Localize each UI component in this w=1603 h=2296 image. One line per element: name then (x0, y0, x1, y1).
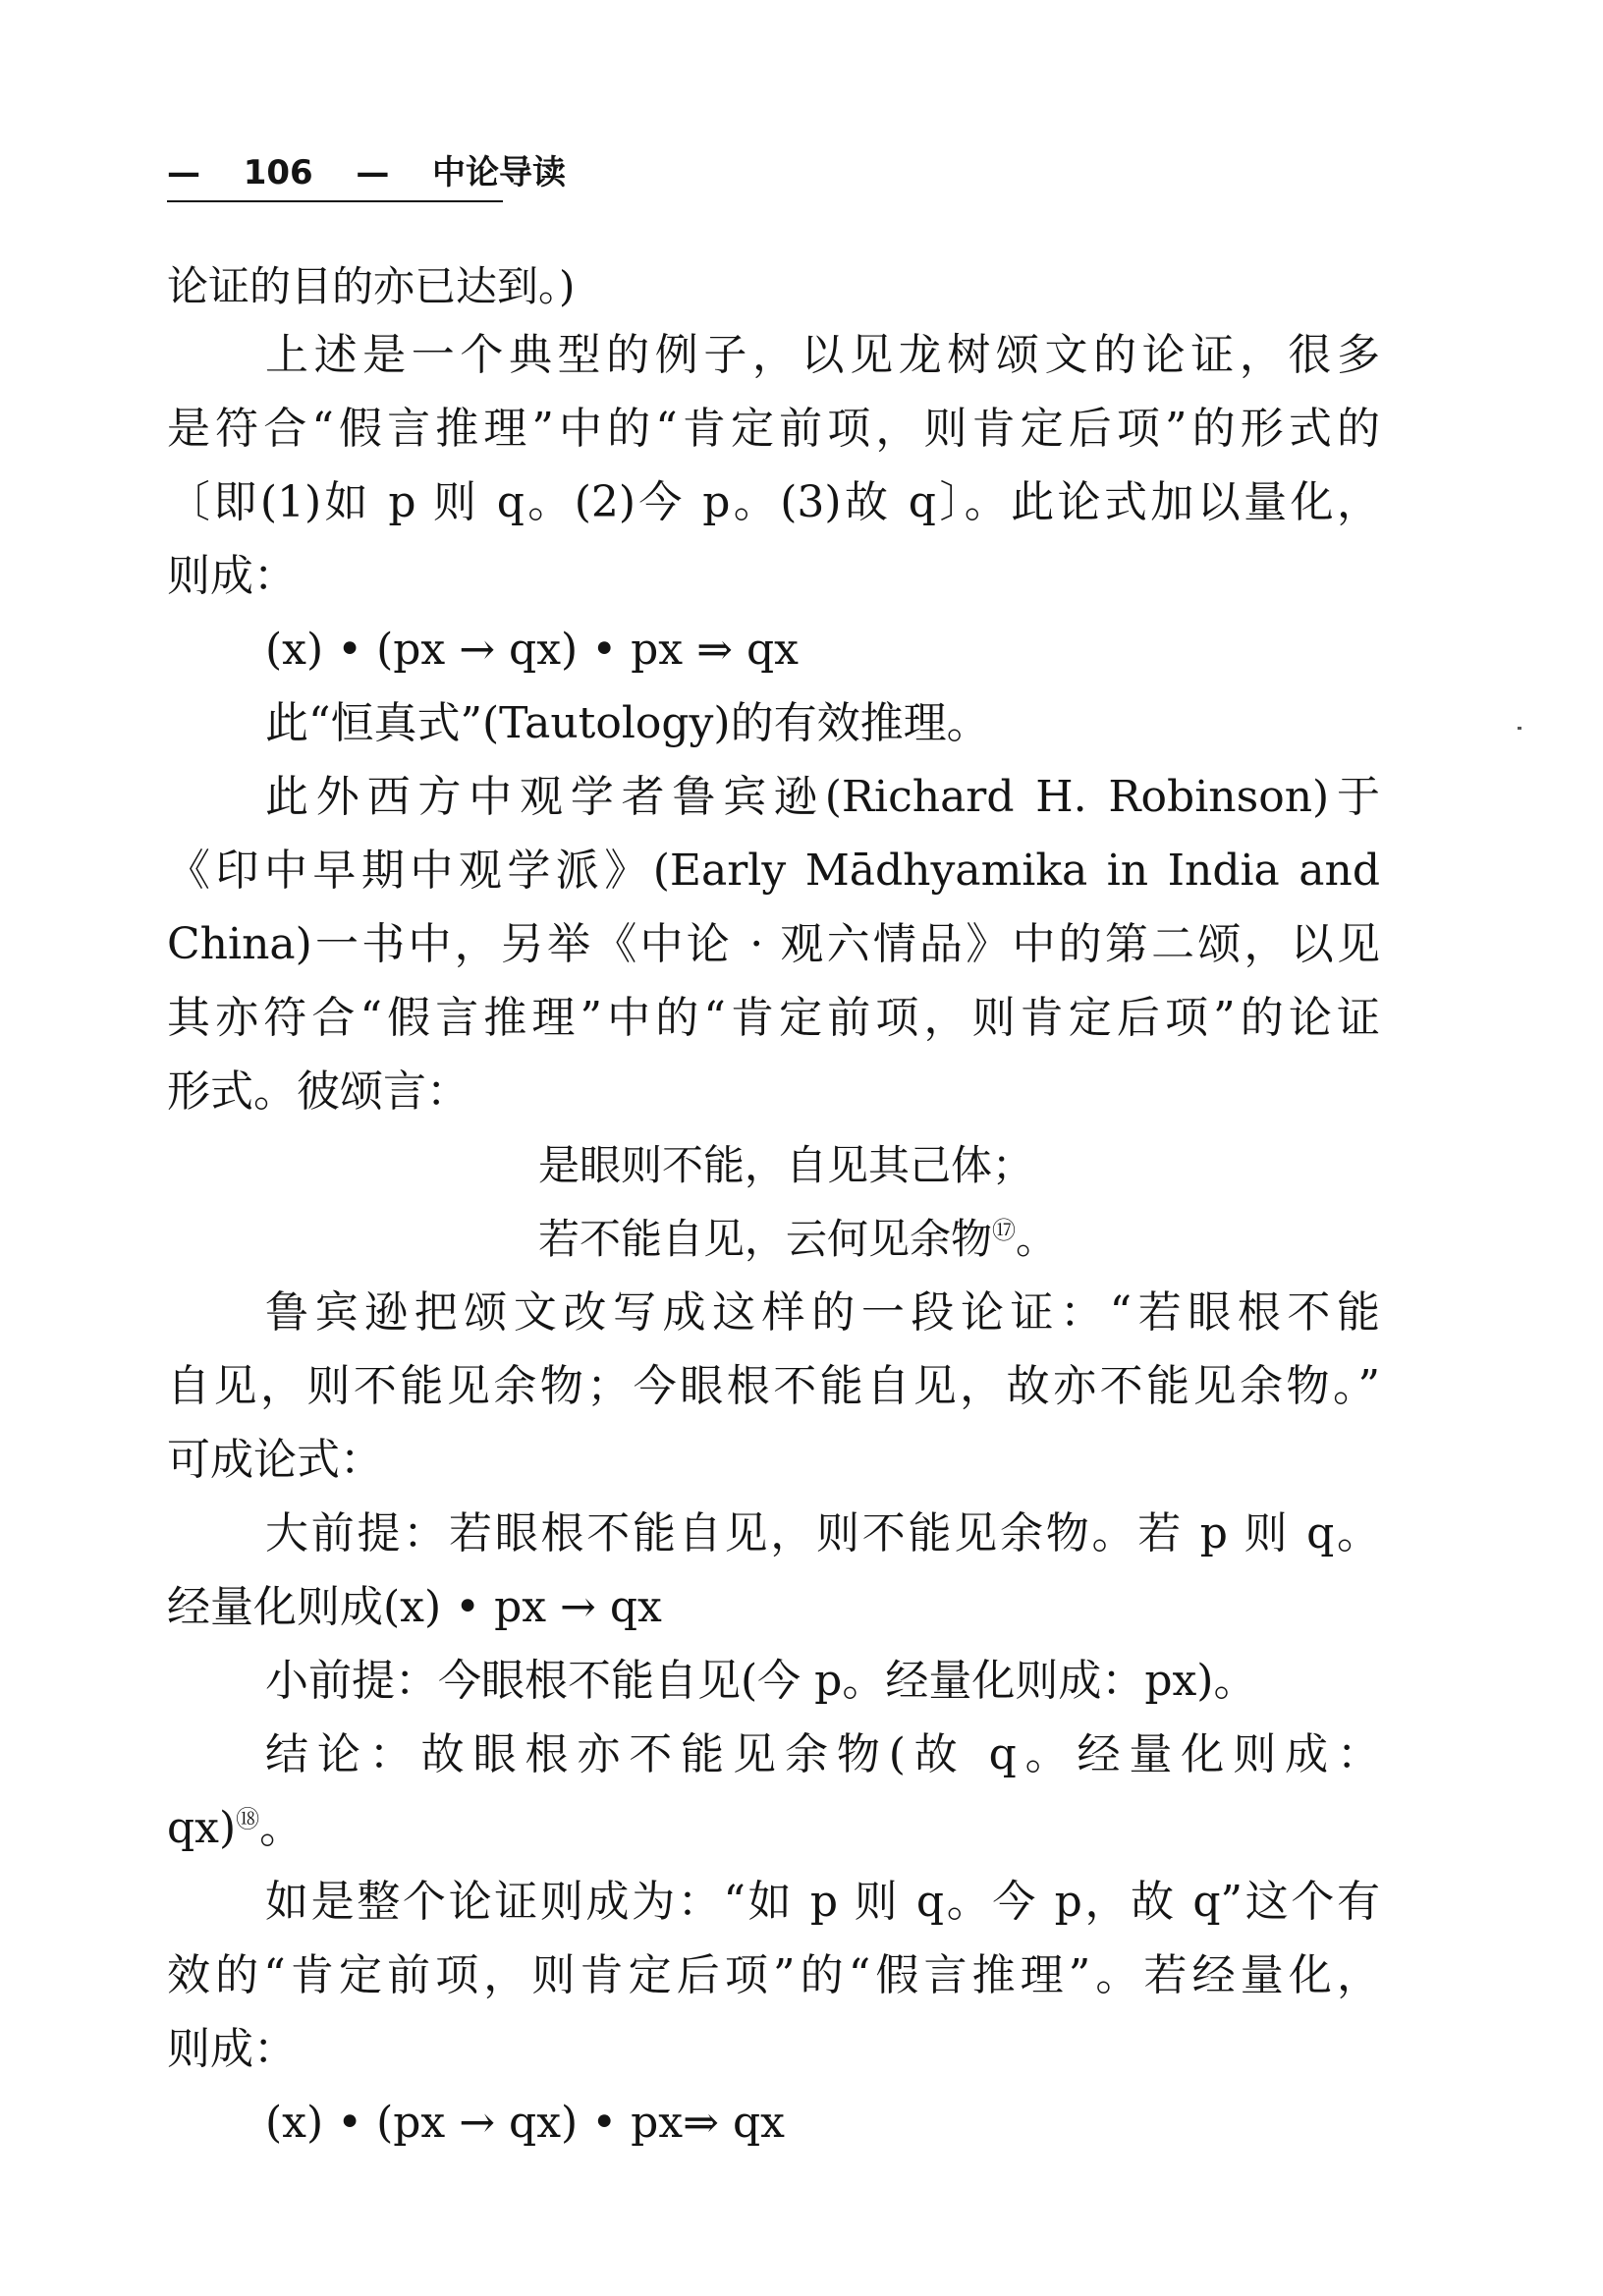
header-dash-right: — (356, 153, 390, 192)
text-line-6: 此“恒真式”(Tautology)的有效推理。 (265, 698, 990, 748)
conclusion-end (167, 1799, 1380, 1858)
text-line-2: 上述是一个典型的例子，以见龙树颂文的论证，很多 (265, 330, 1380, 380)
verse-line-2 (538, 1211, 1057, 1268)
text-line-15: 如是整个论证则成为：“如 p 则 q。今 p，故 q”这个有 (265, 1877, 1380, 1927)
text-line-12: 鲁宾逊把颂文改写成这样的一段论证：“若眼根不能 (265, 1287, 1380, 1338)
text-line-4: 〔即(1)如 p 则 q。(2)今 p。(3)故 q〕。此论式加以量化， (167, 477, 1380, 527)
footnote-marker-18: ⑱ (236, 1805, 260, 1833)
formula-1: (x) • (px → qx) • px ⇒ qx (265, 625, 799, 675)
major-premise-quantified: 经量化则成(x) • px → qx (167, 1582, 662, 1632)
margin-mark (1518, 727, 1521, 730)
text-line-9: China)一书中，另举《中论 · 观六情品》中的第二颂，以见 (167, 919, 1380, 969)
book-title: 中论导读 (432, 153, 567, 192)
text-line-10: 其亦符合“假言推理”中的“肯定前项，则肯定后项”的论证 (167, 993, 1380, 1043)
minor-premise: 小前提：今眼根不能自见(今 p。经量化则成：px)。 (265, 1656, 1257, 1706)
verse-line-2-text: 若不能自见，云何见余物 (538, 1215, 993, 1263)
text-line-17: 则成： (167, 2024, 297, 2074)
formula-2: (x) • (px → qx) • px⇒ qx (265, 2098, 785, 2148)
text-line-13: 自见，则不能见余物；今眼根不能自见，故亦不能见余物。” (167, 1361, 1380, 1411)
conclusion-end-text: qx) (167, 1803, 237, 1853)
text-line-1: 论证的目的亦已达到。) (167, 262, 576, 310)
header-dash-left: — (167, 153, 200, 192)
running-header (167, 149, 567, 202)
page-number: 106 (243, 153, 313, 192)
conclusion-end-period: 。 (259, 1803, 304, 1853)
footnote-marker-17: ⑰ (992, 1217, 1017, 1244)
major-premise: 大前提：若眼根不能自见，则不能见余物。若 p 则 q。 (265, 1508, 1380, 1558)
text-line-14: 可成论式： (167, 1435, 383, 1485)
verse-line-1: 是眼则不能，自见其己体； (538, 1141, 1034, 1189)
text-line-8: 《印中早期中观学派》(Early Mādhyamika in India and (167, 846, 1380, 896)
text-line-11: 形式。彼颂言： (167, 1066, 470, 1117)
conclusion: 结论：故眼根亦不能见余物(故 q。经量化则成： (265, 1729, 1380, 1779)
text-line-3: 是符合“假言推理”中的“肯定前项，则肯定后项”的形式的 (167, 404, 1380, 454)
verse-line-2-end: 。 (1016, 1215, 1058, 1263)
text-line-16: 效的“肯定前项，则肯定后项”的“假言推理”。若经量化， (167, 1950, 1380, 2000)
text-line-5: 则成： (167, 551, 297, 601)
text-line-7: 此外西方中观学者鲁宾逊(Richard H. Robinson)于 (265, 772, 1380, 822)
